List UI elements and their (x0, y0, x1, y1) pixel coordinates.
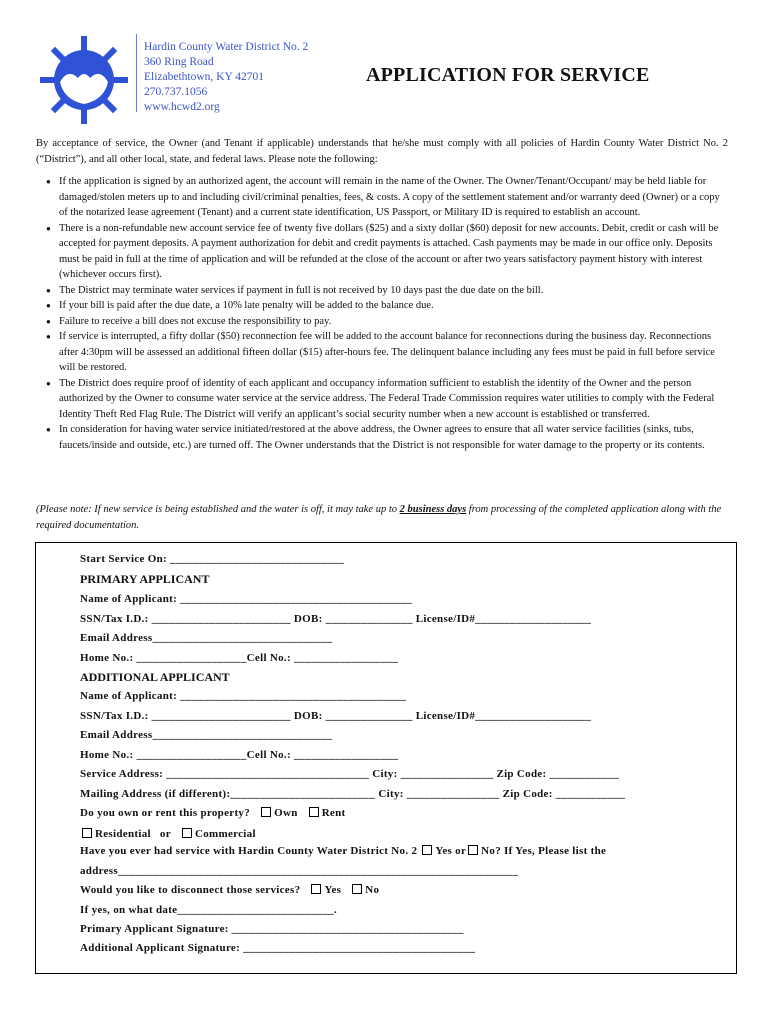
own-checkbox[interactable] (261, 807, 271, 817)
disconnect-no-checkbox[interactable] (352, 884, 362, 894)
rent-label: Rent (321, 807, 346, 819)
policy-item: ● The District may terminate water services if payment in full is not received by 10 days past the due date on the bill. (46, 283, 720, 299)
note-text-after: from processing of the completed application along with the required documentation. (36, 504, 722, 531)
primary-email-field[interactable]: Email Address_______________________________ (80, 632, 333, 644)
additional-phones-field[interactable]: Home No.: ___________________Cell No.: __________________ (80, 749, 399, 761)
additional-ssn-dob-license-field[interactable]: SSN/Tax I.D.: ________________________ DOB: _______________ License/ID#____________________ (80, 710, 592, 722)
disconnect-yes-checkbox[interactable] (311, 884, 321, 894)
residential-checkbox[interactable] (82, 828, 92, 838)
commercial-checkbox[interactable] (182, 828, 192, 838)
prior-no-checkbox[interactable] (468, 845, 478, 855)
policy-item: ● Failure to receive a bill does not excuse the responsibility to pay. (46, 314, 720, 330)
primary-ssn-dob-license-field[interactable]: SSN/Tax I.D.: ________________________ DOB: _______________ License/ID#____________________ (80, 613, 592, 625)
disconnect-row (80, 884, 379, 896)
commercial-label: Commercial (194, 828, 256, 840)
residential-label: Residential (95, 828, 151, 840)
service-address-field[interactable]: Service Address: ___________________________________ City: ________________ Zip Code: ____________ (80, 768, 620, 780)
prior-service-question: Have you ever had service with Hardin County Water District No. 2 (80, 845, 418, 857)
policy-item: ● There is a non-refundable new account service fee of twenty five dollars ($25) and a sixty dollar ($60) deposit for new accounts. Debit, credit or cash will be accepted for payment deposits. A payment authorization for debit and credit payments is attached. Cash payments may be made in our office only. Deposits must be paid in full at the time of application and will be refunded at the close of the account or after two years satisfactory payment history with interest (whichever occurs first). (46, 221, 720, 283)
start-service-field[interactable]: Start Service On: ______________________________ (80, 553, 345, 565)
prior-yes-checkbox[interactable] (422, 845, 432, 855)
intro-paragraph: By acceptance of service, the Owner (and Tenant if applicable) understands that he/she must comply with all policies of Hardin County Water District No. 2 (“District”), and all other local, state, and federal laws. Please note the following: (36, 138, 728, 165)
prior-yes-or-label: Yes or (435, 845, 467, 857)
org-address (144, 40, 308, 115)
policy-list (46, 174, 720, 453)
org-street: 360 Ring Road (144, 56, 214, 68)
prior-service-row (80, 845, 606, 857)
header-divider (136, 34, 137, 112)
disconnect-yes-label: Yes (324, 884, 342, 896)
additional-email-field[interactable]: Email Address_______________________________ (80, 729, 333, 741)
or-word: or (159, 828, 171, 840)
policy-item: ● If service is interrupted, a fifty dollar ($50) reconnection fee will be added to the account balance for reconnections during the business day. Reconnections after 4:30pm will be assessed an additional fifteen dollar ($15) after-hours fee. The delinquent balance including any fees must be paid in full before service will be restored. (46, 329, 720, 376)
org-city: Elizabethtown, KY 42701 (144, 71, 264, 83)
policy-item: ● If the application is signed by an authorized agent, the account will remain in the name of the Owner. The Owner/Tenant/Occupant/ may be held liable for damaged/stolen meters up to and including civil/criminal penalties, fees, & costs. A copy of the settlement statement and/or warranty deed (Owner) or a copy of the notarized lease agreement (Tenant) and a current state identification, US Passport, or Military ID is required to establish an account. (46, 174, 720, 221)
primary-name-field[interactable]: Name of Applicant: ________________________________________ (80, 593, 413, 605)
org-name: Hardin County Water District No. 2 (144, 41, 309, 53)
additional-signature-field[interactable]: Additional Applicant Signature: ________________________________________ (80, 942, 476, 954)
water-wheel-logo-icon (38, 34, 130, 126)
mailing-address-field[interactable]: Mailing Address (if different):_________________________ City: ________________ Zip Code: ____________ (80, 788, 626, 800)
additional-applicant-heading: ADDITIONAL APPLICANT (80, 670, 230, 684)
rent-checkbox[interactable] (309, 807, 319, 817)
disconnect-no-label: No (365, 884, 380, 896)
primary-phones-field[interactable]: Home No.: ___________________Cell No.: __________________ (80, 652, 399, 664)
org-phone: 270.737.1056 (144, 86, 208, 98)
policy-item: ● If your bill is paid after the due date, a 10% late penalty will be added to the balance due. (46, 298, 720, 314)
org-website[interactable]: www.hcwd2.org (144, 101, 220, 113)
processing-note (36, 502, 726, 533)
note-emphasis: 2 business days (399, 504, 467, 515)
own-rent-question: Do you own or rent this property? (80, 807, 251, 819)
disconnect-question: Would you like to disconnect those services? (80, 884, 301, 896)
property-type-row (80, 828, 256, 840)
primary-signature-field[interactable]: Primary Applicant Signature: ________________________________________ (80, 923, 464, 935)
disconnect-date-field[interactable]: If yes, on what date___________________________. (80, 904, 338, 916)
note-text-before: (Please note: If new service is being established and the water is off, it may take up to (36, 504, 400, 515)
prior-no-label: No (481, 845, 496, 857)
prior-address-field[interactable]: address_____________________________________________________________________ (80, 865, 519, 877)
policy-item: ● In consideration for having water service initiated/restored at the above address, the Owner agrees to ensure that all water service facilities (sinks, tubs, faucets/inside and outside, etc.) are turned off. The Owner understands that the District is not responsible for water damage to the property or its contents. (46, 422, 720, 453)
policy-item: ● The District does require proof of identity of each applicant and occupancy information sufficient to establish the identity of the Owner and the person authorized by the Owner to consume water service at the service address. The Federal Trade Commission requires water utilities to comply with the Federal Identity Theft Red Flag Rule. The District will verify an applicant’s social security number when a new account is established or transferred. (46, 376, 720, 423)
additional-name-field[interactable]: Name of Applicant: _______________________________________ (80, 690, 407, 702)
own-label: Own (274, 807, 298, 819)
page-title: APPLICATION FOR SERVICE (366, 64, 650, 86)
primary-applicant-heading: PRIMARY APPLICANT (80, 572, 210, 586)
own-rent-row (80, 807, 346, 819)
prior-if-yes-text: ? If Yes, Please list the (495, 845, 607, 857)
